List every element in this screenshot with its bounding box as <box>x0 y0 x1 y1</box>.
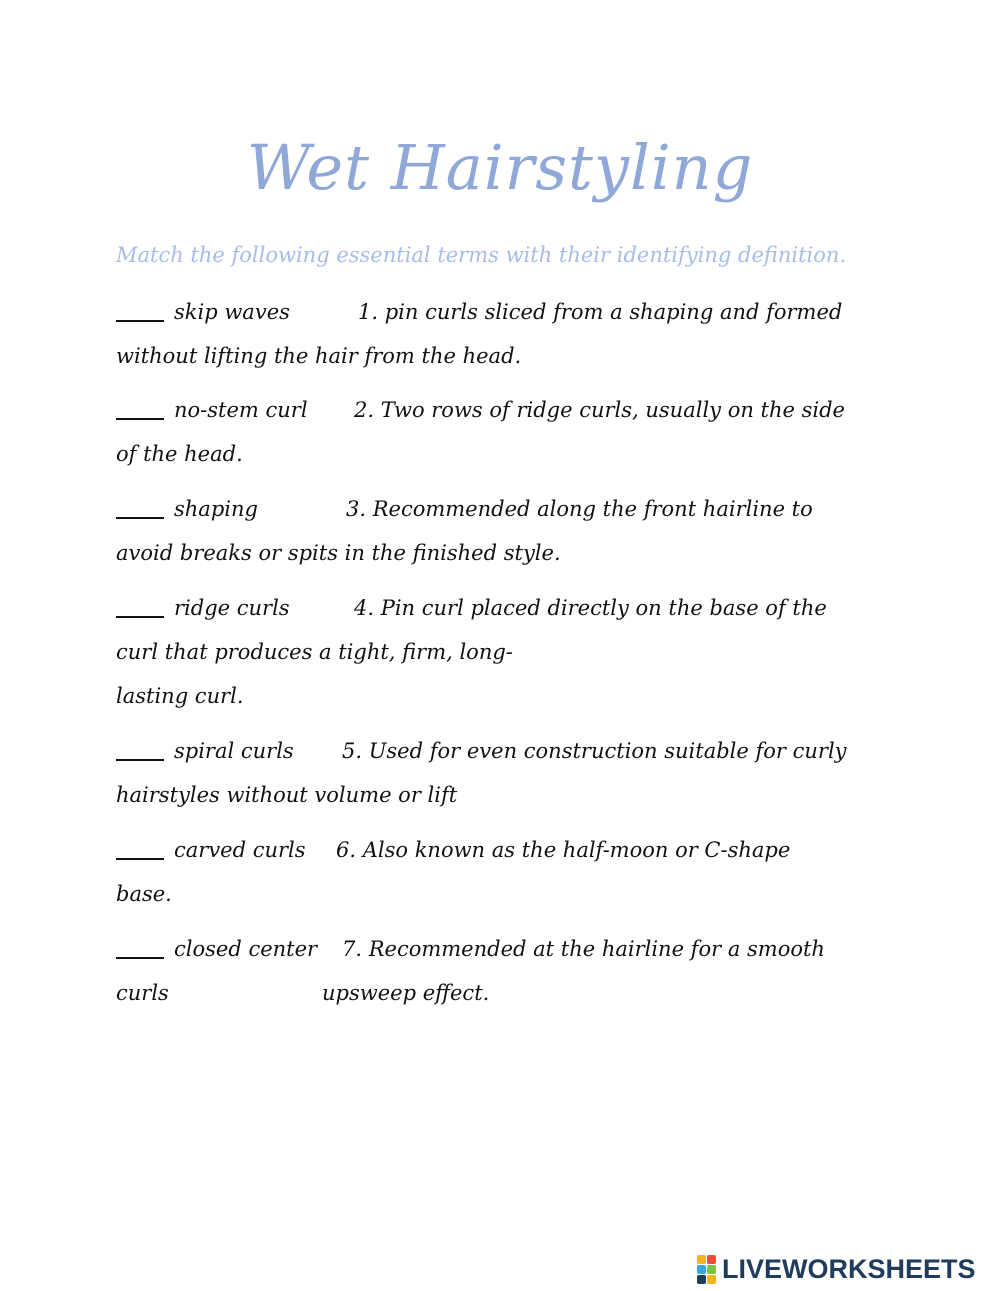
answer-blank[interactable] <box>116 759 164 761</box>
answer-blank[interactable] <box>116 418 164 420</box>
logo-mark-icon <box>697 1255 716 1284</box>
match-item-6 <box>116 828 876 916</box>
term: no-stem curl <box>174 398 308 422</box>
answer-blank[interactable] <box>116 858 164 860</box>
match-item-7 <box>116 927 876 1015</box>
instructions: Match the following essential terms with their identifying definition. <box>116 243 847 267</box>
definition-line-2: without lifting the hair from the head. <box>116 344 522 368</box>
logo-text: LIVEWORKSHEETS <box>722 1253 976 1284</box>
term: ridge curls <box>174 596 290 620</box>
definition-line-1: 5. Used for even construction suitable for curly <box>342 739 847 763</box>
definition-line-1: 7. Recommended at the hairline for a smooth <box>342 937 825 961</box>
term: closed center <box>174 937 318 961</box>
page-title: Wet Hairstyling <box>246 131 754 204</box>
definition-line-3: lasting curl. <box>116 684 244 708</box>
definition-line-1: 3. Recommended along the front hairline to <box>346 497 813 521</box>
term: carved curls <box>174 838 306 862</box>
term: spiral curls <box>174 739 294 763</box>
match-item-3 <box>116 487 876 575</box>
definition-line-1: 1. pin curls sliced from a shaping and formed <box>358 300 843 324</box>
answer-blank[interactable] <box>116 616 164 618</box>
match-item-5 <box>116 729 876 817</box>
definition-line-1: 2. Two rows of ridge curls, usually on the side <box>354 398 845 422</box>
match-item-2 <box>116 388 876 476</box>
definition-line-1: 6. Also known as the half-moon or C-shape <box>336 838 791 862</box>
liveworksheets-logo <box>697 1254 976 1284</box>
answer-blank[interactable] <box>116 517 164 519</box>
answer-blank[interactable] <box>116 320 164 322</box>
match-item-1 <box>116 290 876 378</box>
term: skip waves <box>174 300 290 324</box>
definition-line-2: curl that produces a tight, firm, long- <box>116 640 513 664</box>
definition-line-2: of the head. <box>116 442 243 466</box>
definition-line-1: 4. Pin curl placed directly on the base of the <box>354 596 827 620</box>
definition-line-2: avoid breaks or spits in the finished style. <box>116 541 561 565</box>
term-line-2: curls <box>116 981 169 1005</box>
definition-line-2: base. <box>116 882 172 906</box>
term: shaping <box>174 497 258 521</box>
definition-line-2: hairstyles without volume or lift <box>116 783 458 807</box>
answer-blank[interactable] <box>116 957 164 959</box>
definition-line-2: upsweep effect. <box>322 981 490 1005</box>
match-item-4 <box>116 586 876 718</box>
